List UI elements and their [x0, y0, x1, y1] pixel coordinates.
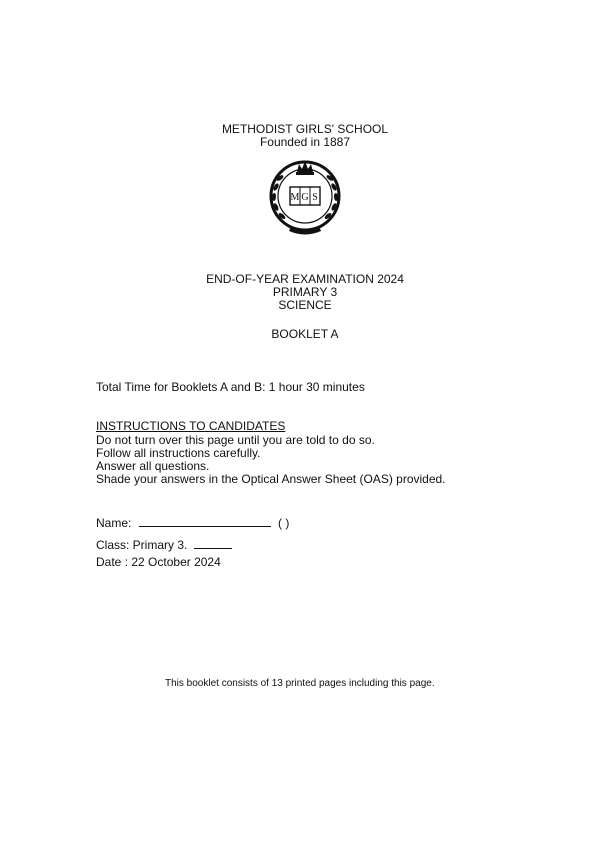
instruction-line: Answer all questions. [96, 459, 210, 473]
instruction-line: Do not turn over this page until you are told to do so. [96, 433, 375, 447]
name-field-row [96, 515, 289, 530]
founded-year: Founded in 1887 [259, 135, 351, 149]
class-blank-line[interactable] [194, 537, 232, 549]
total-time-text: Total Time for Booklets A and B: 1 hour 30 minutes [96, 380, 365, 394]
register-number-parens: ( ) [278, 516, 290, 530]
page-count-note: This booklet consists of 13 printed pages including this page. [165, 678, 435, 689]
booklet-label: BOOKLET A [271, 327, 339, 341]
school-name: METHODIST GIRLS' SCHOOL [221, 122, 389, 136]
class-label: Class: Primary 3. [96, 538, 188, 552]
name-label: Name: [96, 516, 132, 530]
instruction-line: Shade your answers in the Optical Answer Sheet (OAS) provided. [96, 472, 446, 486]
crest-letter-m: M [290, 192, 300, 203]
exam-level: PRIMARY 3 [272, 285, 338, 299]
date-field-row [96, 556, 221, 569]
instruction-line: Follow all instructions carefully. [96, 446, 261, 460]
class-field-row [96, 537, 232, 552]
exam-title: END-OF-YEAR EXAMINATION 2024 [206, 272, 404, 286]
exam-subject: SCIENCE [278, 298, 332, 312]
name-blank-line[interactable] [139, 515, 271, 527]
school-crest-logo [263, 152, 347, 236]
crest-letter-g: G [301, 192, 309, 203]
instructions-heading: INSTRUCTIONS TO CANDIDATES [96, 419, 286, 433]
crest-letter-s: S [312, 192, 318, 203]
date-value: : 22 October 2024 [124, 555, 221, 569]
date-label: Date [96, 555, 122, 569]
